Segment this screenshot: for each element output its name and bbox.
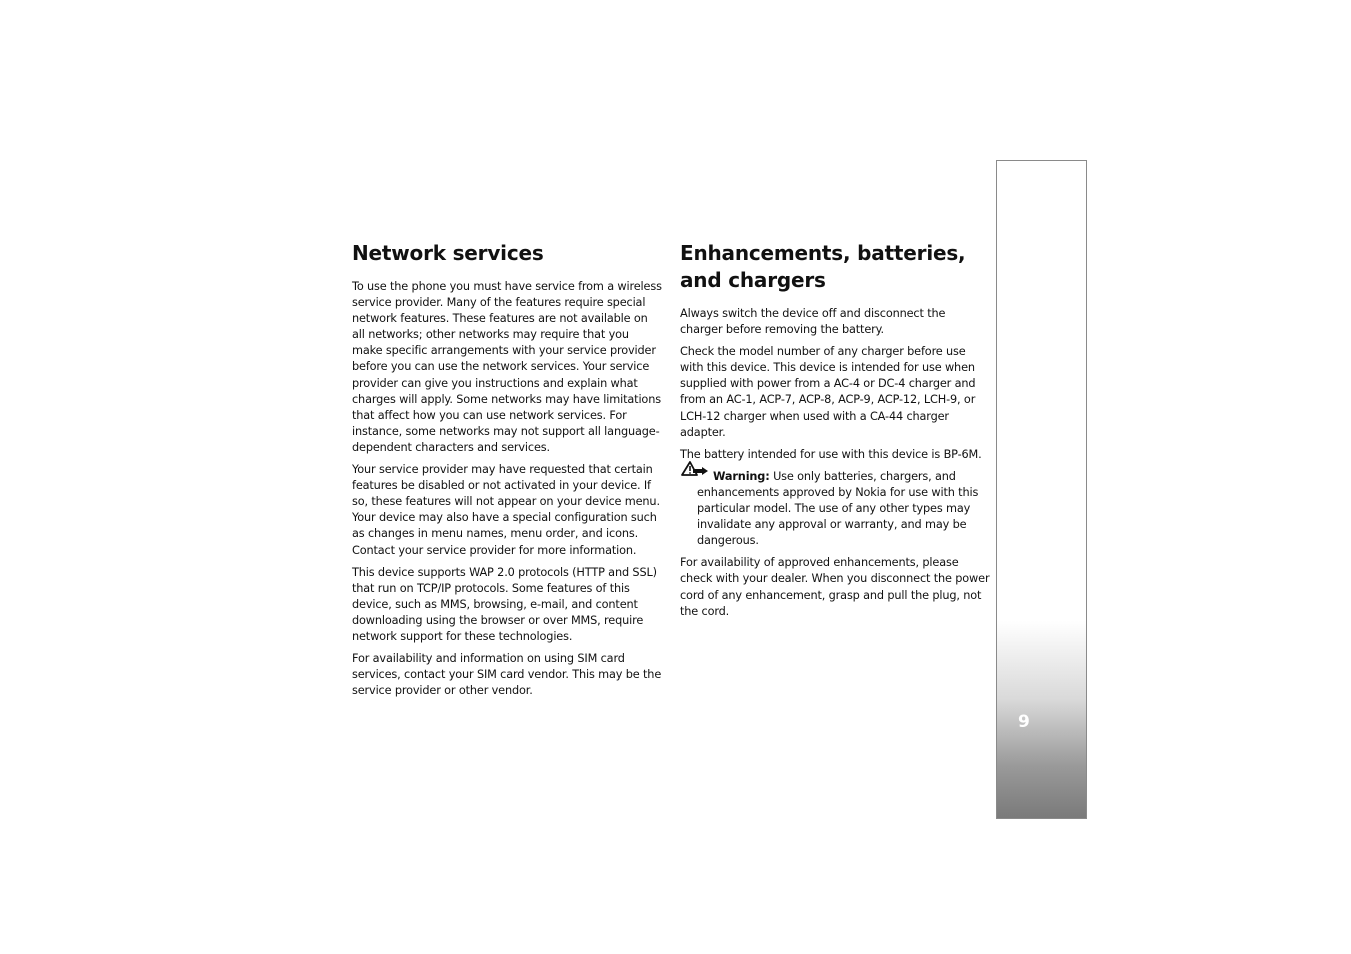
- warning-note: [680, 469, 990, 549]
- warning-text: [697, 469, 990, 549]
- right-column: [680, 240, 990, 626]
- paragraph: Your service provider may have requested that certain features be disabled or not activated in your device. If so, these features will not appear on your device menu. Your device may also have a special configuration such as changes in menu names, menu order, and icons. Contact your service provider for more information.: [352, 463, 660, 557]
- paragraph: To use the phone you must have service from a wireless service provider. Many of the features require special network features. These features are not available on all networks; other networks may require that you make specific arrangements with your service provider before you can use the network services. Your service provider can give you instructions and explain what charges will apply. Some networks may have limitations that affect how you can use network services. For instance, some networks may not support all language-dependent characters and services.: [352, 280, 662, 454]
- paragraph: Check the model number of any charger before use with this device. This device is intended for use when supplied with power from a AC-4 or DC-4 charger and from an AC-1, ACP-7, ACP-8, ACP-9, ACP-12, LCH-9, or LCH-12 charger when used with a CA-44 charger adapter.: [680, 345, 976, 439]
- paragraph: For availability of approved enhancements, please check with your dealer. When you disconnect the power cord of any enhancement, grasp and pull the plug, not the cord.: [680, 556, 990, 618]
- section-title-network-services: Network services: [352, 241, 544, 265]
- warning-label: Warning:: [713, 469, 770, 483]
- paragraph: This device supports WAP 2.0 protocols (HTTP and SSL) that run on TCP/IP protocols. Some features of this device, such as MMS, browsing, e-mail, and content downloading using the browser or over MMS, require network support for these technologies.: [352, 565, 657, 643]
- paragraph: Always switch the device off and disconnect the charger before removing the battery.: [680, 307, 946, 337]
- section-title-enhancements: Enhancements, batteries, and chargers: [680, 241, 966, 292]
- left-column: [352, 240, 662, 705]
- side-tab: [996, 160, 1087, 819]
- paragraph: The battery intended for use with this device is BP-6M.: [680, 447, 982, 461]
- warning-body: Use only batteries, chargers, and enhancements approved by Nokia for use with this particular model. The use of any other types may invalidate any approval or warranty, and may be dangerous.: [697, 469, 979, 548]
- page-number: 9: [1018, 712, 1030, 732]
- warning-hand-icon: [680, 460, 710, 478]
- paragraph: For availability and information on using SIM card services, contact your SIM card vendor. This may be the service provider or other vendor.: [352, 652, 662, 698]
